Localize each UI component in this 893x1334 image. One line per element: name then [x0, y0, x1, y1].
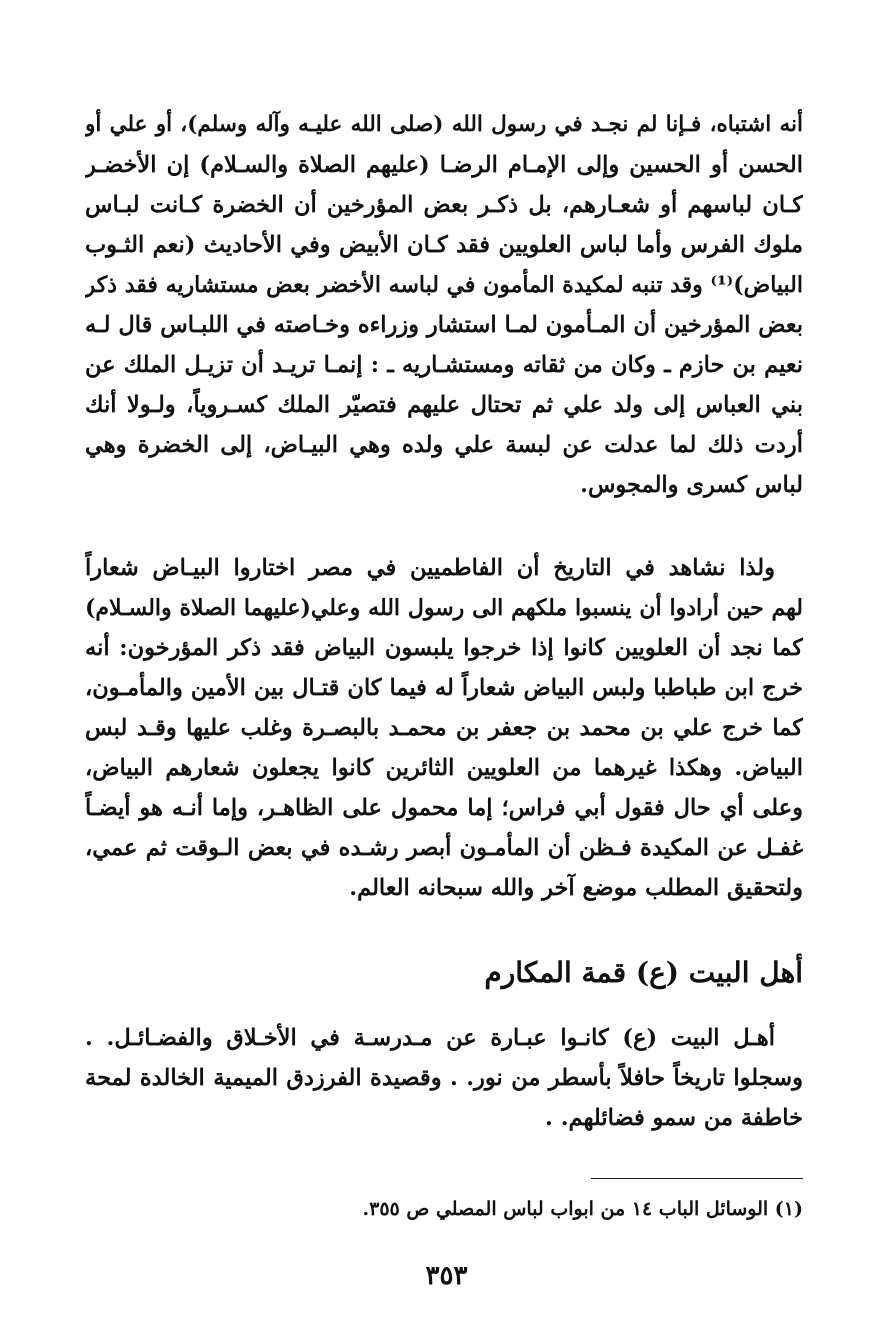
footnote: (١) الوسائل الباب ١٤ من ابواب لباس المصلي ص ٣٥٥.	[362, 1198, 803, 1220]
paragraph-2-line-5: كما خرج علي بن محمد بن جعفر بن محمـد بالبصـرة وغلب عليها وقـد لبس	[85, 715, 803, 741]
paragraph-1-line-7: نعيم بن حازم ـ وكان من ثقاته ومستشـاريه ـ : إنمـا تريـد أن تزيـل الملك عن	[85, 352, 803, 378]
section-heading: أهل البيت (ع) قمة المكارم	[484, 956, 803, 989]
paragraph-2-line-6: البياض. وهكذا غيرهما من العلويين الثائرين كانوا يجعلون شعارهم البياض،	[85, 755, 803, 781]
footnote-separator	[591, 1178, 803, 1179]
paragraph-2-line-8: غفـل عن المكيدة فـظن أن المأمـون أبصر رشـده في بعض الـوقت ثم عمي،	[85, 835, 803, 861]
paragraph-2-line-4: خرج ابن طباطبا ولبس البياض شعاراً له فيما كان قتـال بين الأمين والمأمـون،	[85, 675, 803, 701]
paragraph-1-line-2: الحسن أو الحسين وإلى الإمـام الرضـا (عليهم الصلاة والسـلام) إن الأخضـر	[85, 152, 803, 178]
paragraph-2-line-1: ولذا نشاهد في التاريخ أن الفاطميين في مصر اختاروا البيـاض شعاراً	[85, 555, 775, 581]
page-number: ٣٥٣	[425, 1261, 468, 1291]
paragraph-3-line-3: خاطفة من سمو فضائلهم. .	[545, 1105, 803, 1131]
paragraph-2-line-3: كما نجد أن العلويين كانوا إذا خرجوا يلبسون البياض فقد ذكر المؤرخون: أنه	[85, 635, 803, 661]
paragraph-1-line-5: البياض)⁽¹⁾ وقد تنبه لمكيدة المأمون في لباسه الأخضر بعض مستشاريه فقد ذكر	[85, 272, 803, 298]
paragraph-3-line-1: أهـل البيت (ع) كانـوا عبـارة عن مـدرسـة في الأخـلاق والفضـائـل. .	[85, 1025, 775, 1051]
paragraph-1-line-8: بني العباس إلى ولد علي ثم تحتال عليهم فتصيّر الملك كسـروياً، ولـولا أنك	[85, 392, 803, 418]
paragraph-1-line-4: ملوك الفرس وأما لباس العلويين فقد كـان الأبيض وفي الأحاديث (نعم الثـوب	[85, 232, 803, 258]
paragraph-2-line-7: وعلى أي حال فقول أبي فراس؛ إما محمول على الظاهـر، وإما أنـه هو أيضـاً	[85, 795, 803, 821]
paragraph-3-line-2: وسجلوا تاريخاً حافلاً بأسطر من نور. . وقصيدة الفرزدق الميمية الخالدة لمحة	[85, 1065, 803, 1091]
paragraph-1-line-3: كـان لباسهم أو شعـارهم، بل ذكـر بعض المؤرخين أن الخضرة كـانت لبـاس	[85, 192, 803, 218]
paragraph-2-line-9: ولتحقيق المطلب موضع آخر والله سبحانه العالم.	[349, 875, 803, 901]
paragraph-1-line-10: لباس كسرى والمجوس.	[580, 472, 803, 498]
paragraph-1-line-1: أنه اشتباه، فـإنا لم نجـد في رسول الله (صلى الله عليـه وآله وسلم)، أو علي أو	[85, 112, 803, 137]
paragraph-2-line-2: لهم حين أرادوا أن ينسبوا ملكهم الى رسول الله وعلي(عليهما الصلاة والسـلام)	[85, 595, 803, 621]
paragraph-1-line-9: أردت ذلك لما عدلت عن لبسة علي ولده وهي البيـاض، إلى الخضرة وهي	[85, 432, 803, 458]
paragraph-1-line-6: بعض المؤرخين أن المـأمون لمـا استشار وزراءه وخـاصته في اللبـاس قال لـه	[85, 312, 803, 338]
